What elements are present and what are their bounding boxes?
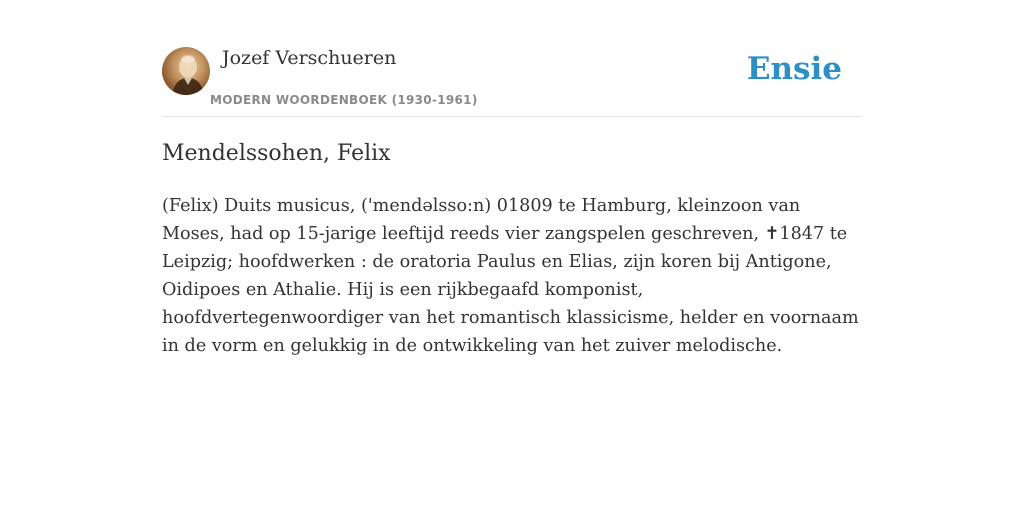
entry-title: Mendelssohen, Felix: [162, 141, 391, 166]
source-label[interactable]: MODERN WOORDENBOEK (1930-1961): [210, 93, 478, 107]
entry-header: [162, 44, 862, 117]
entry-body: (Felix) Duits musicus, ('mendəlsso:n) 01809 te Hamburg, kleinzoon van Moses, had op 15-jarige leeftijd reeds vier zangspelen geschreven, ✝1847 te Leipzig; hoofdwerken : de oratoria Paulus en Elias, zijn koren bij Antigone, Oidipoes en Athalie. Hij is een rijkbegaafd komponist, hoofdvertegenwoordiger van het romantisch klassicisme, helder en voornaam in de vorm en gelukkig in de ontwikkeling van het zuiver melodische.: [162, 196, 859, 356]
author-name[interactable]: Jozef Verschueren: [222, 47, 397, 69]
author-avatar[interactable]: [162, 47, 210, 95]
brand-logo[interactable]: Ensie: [746, 51, 842, 87]
portrait-icon: [162, 47, 210, 95]
